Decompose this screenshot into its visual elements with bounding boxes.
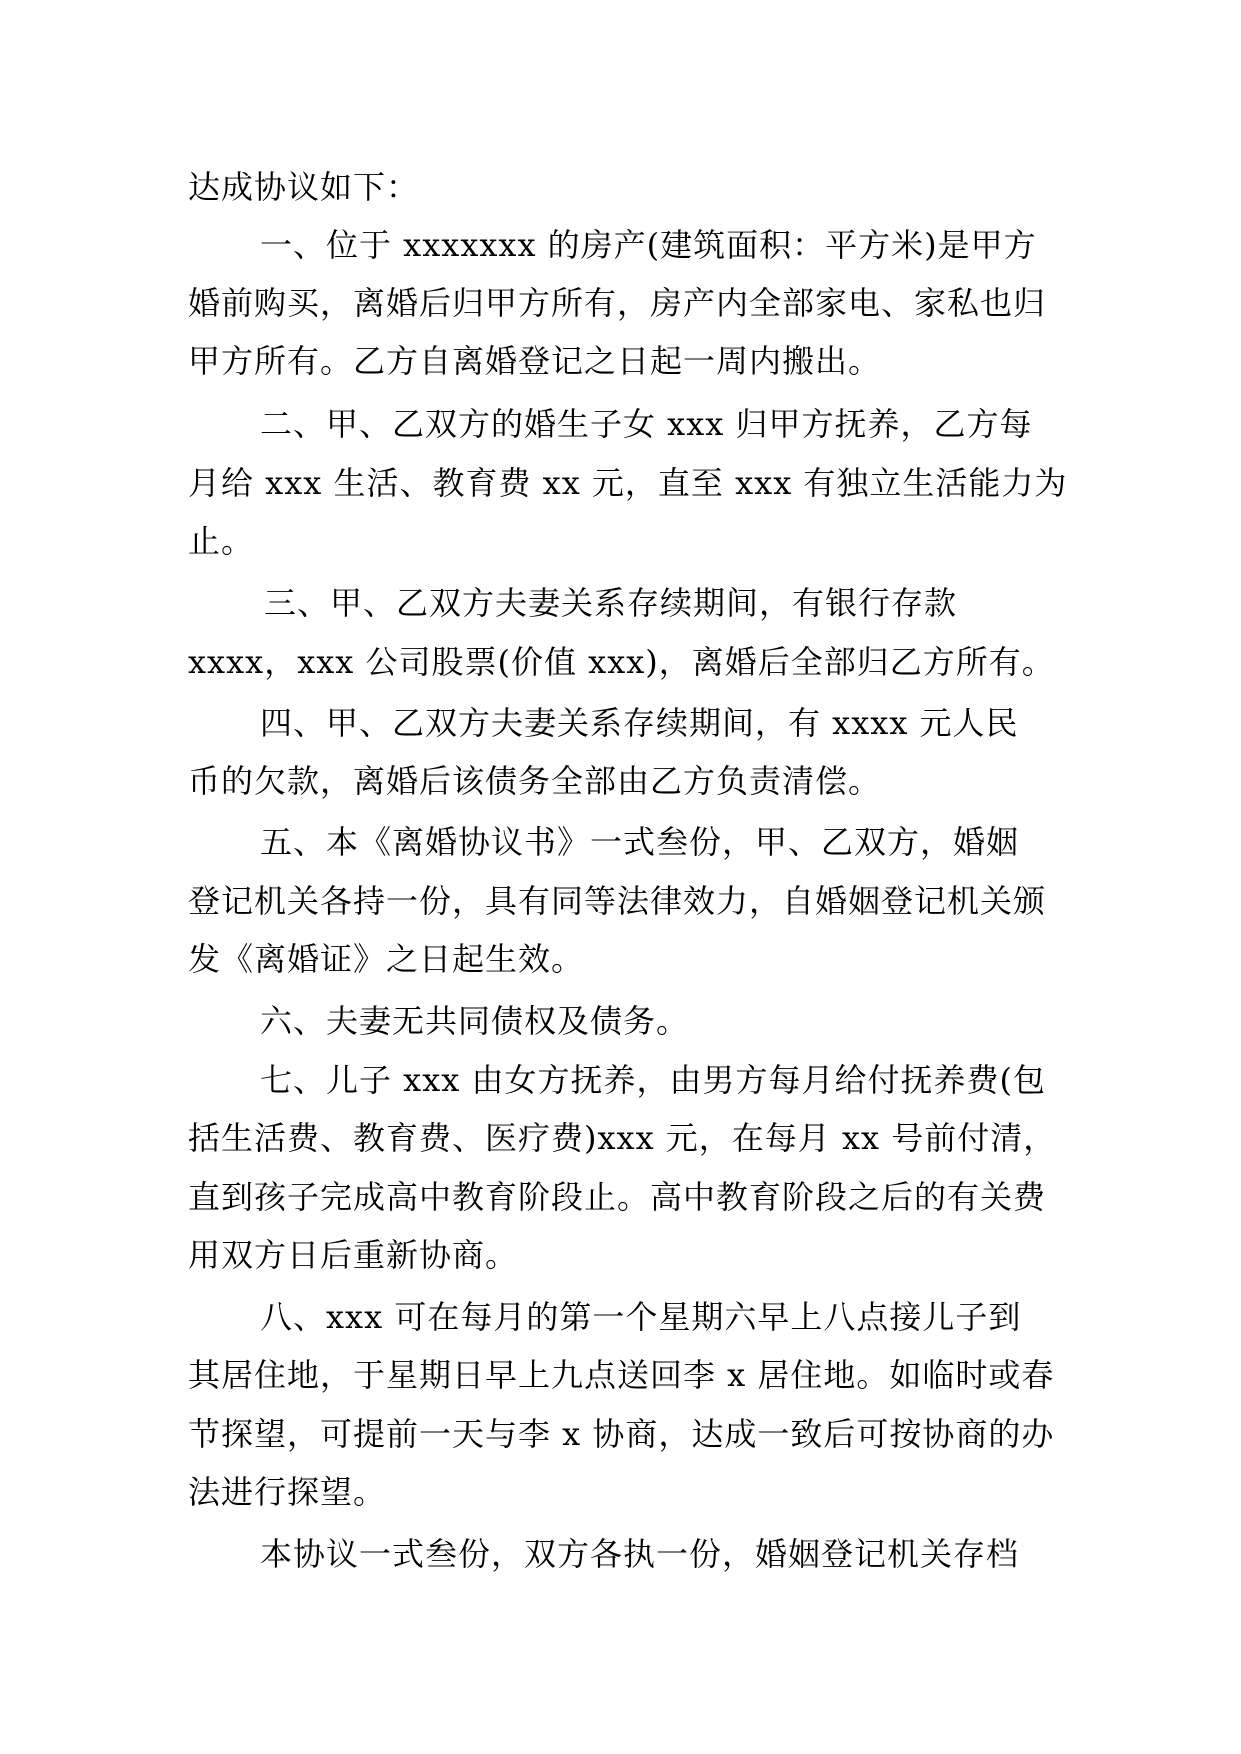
clause-8-line-3: 节探望，可提前一天与李 x 协商，达成一致后可按协商的办 xyxy=(188,1415,1055,1453)
clause-1-line-1: 一、位于 xxxxxxx 的房产(建筑面积：平方米)是甲方 xyxy=(260,226,1037,264)
clause-3-line-1: 三、甲、乙双方夫妻关系存续期间，有银行存款 xyxy=(264,584,958,622)
clause-1-line-2: 婚前购买，离婚后归甲方所有，房产内全部家电、家私也归 xyxy=(188,284,1047,322)
clause-2-line-2: 月给 xxx 生活、教育费 xx 元，直至 xxx 有独立生活能力为 xyxy=(188,464,1068,502)
clause-1-line-3: 甲方所有。乙方自离婚登记之日起一周内搬出。 xyxy=(188,342,882,380)
clause-4-line-2: 币的欠款，离婚后该债务全部由乙方负责清偿。 xyxy=(188,762,882,800)
intro-line: 达成协议如下： xyxy=(188,168,420,206)
clause-8-line-2: 其居住地，于星期日早上九点送回李 x 居住地。如临时或春 xyxy=(188,1356,1055,1394)
closing-line-1: 本协议一式叁份，双方各执一份，婚姻登记机关存档 xyxy=(260,1535,1020,1573)
clause-2-line-3: 止。 xyxy=(188,522,255,560)
clause-2-line-1: 二、甲、乙双方的婚生子女 xxx 归甲方抚养，乙方每 xyxy=(260,405,1033,443)
clause-6-line-1: 六、夫妻无共同债权及债务。 xyxy=(260,1002,690,1040)
clause-5-line-3: 发《离婚证》之日起生效。 xyxy=(188,940,585,978)
clause-7-line-3: 直到孩子完成高中教育阶段止。高中教育阶段之后的有关费 xyxy=(188,1178,1047,1216)
clause-5-line-1: 五、本《离婚协议书》一式叁份，甲、乙双方，婚姻 xyxy=(260,823,1020,861)
clause-7-line-2: 括生活费、教育费、医疗费)xxx 元，在每月 xx 号前付清， xyxy=(188,1119,1057,1157)
clause-8-line-4: 法进行探望。 xyxy=(188,1473,387,1511)
clause-7-line-1: 七、儿子 xxx 由女方抚养，由男方每月给付抚养费(包 xyxy=(260,1061,1046,1099)
clause-7-line-4: 用双方日后重新协商。 xyxy=(188,1236,519,1274)
clause-3-line-2: xxxx，xxx 公司股票(价值 xxx)，离婚后全部归乙方所有。 xyxy=(188,643,1055,681)
clause-8-line-1: 八、xxx 可在每月的第一个星期六早上八点接儿子到 xyxy=(260,1298,1022,1336)
clause-5-line-2: 登记机关各持一份，具有同等法律效力，自婚姻登记机关颁 xyxy=(188,882,1047,920)
clause-4-line-1: 四、甲、乙双方夫妻关系存续期间，有 xxxx 元人民 xyxy=(260,704,1019,742)
